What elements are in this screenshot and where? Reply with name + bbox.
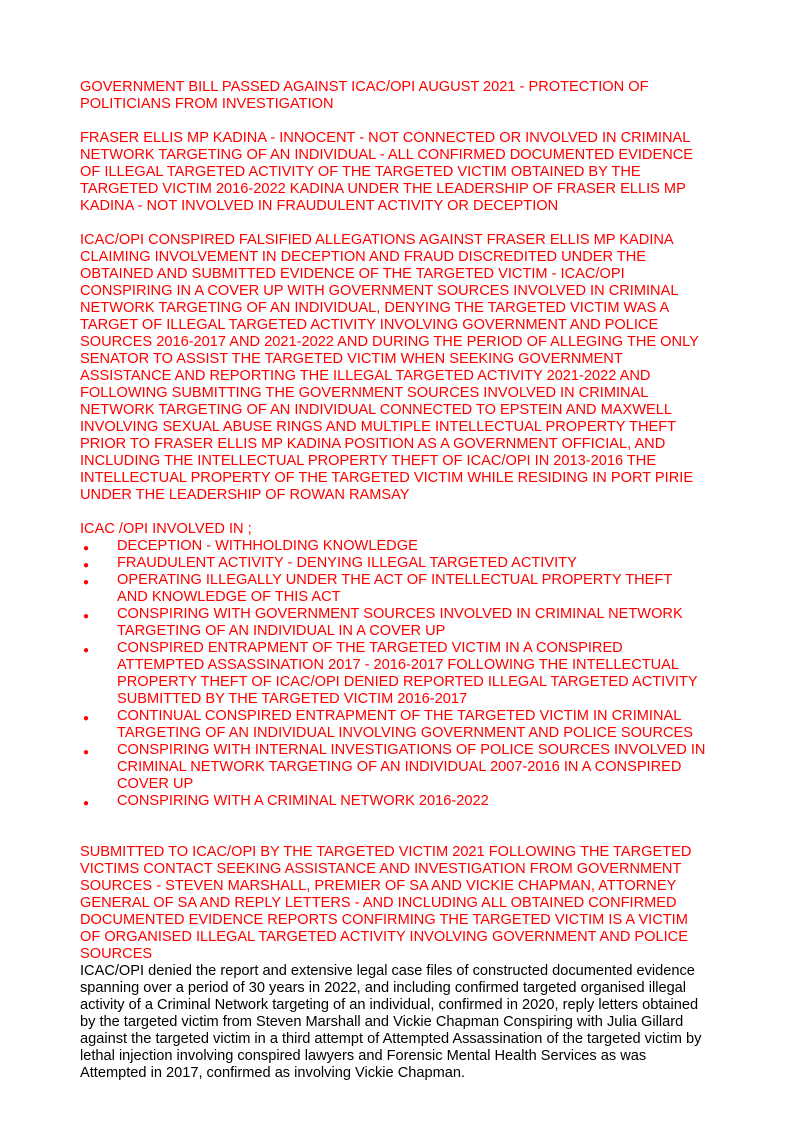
bullet-icon: ● (83, 543, 90, 554)
list-item-text: FRAUDULENT ACTIVITY - DENYING ILLEGAL TARGETED ACTIVITY (117, 555, 577, 571)
list-item-text: OPERATING ILLEGALLY UNDER THE ACT OF INTELLECTUAL PROPERTY THEFT AND KNOWLEDGE OF THIS ACT (117, 572, 673, 605)
list-item (80, 640, 717, 708)
list-item-text: CONTINUAL CONSPIRED ENTRAPMENT OF THE TARGETED VICTIM IN CRIMINAL TARGETING OF AN INDIVIDUAL INVOLVING GOVERNMENT AND POLICE SOURCES (117, 708, 694, 741)
list-item (80, 793, 717, 810)
document-page (80, 79, 740, 1082)
list-item-text: DECEPTION - WITHHOLDING KNOWLEDGE (117, 538, 418, 554)
list-item (80, 708, 717, 742)
list-item-text: CONSPIRING WITH A CRIMINAL NETWORK 2016-2022 (117, 793, 489, 809)
list-item (80, 606, 717, 640)
bullet-icon: ● (83, 645, 90, 656)
list-item (80, 572, 717, 606)
bullet-icon: ● (83, 577, 90, 588)
list-item (80, 538, 717, 555)
list-item-text: CONSPIRING WITH INTERNAL INVESTIGATIONS OF POLICE SOURCES INVOLVED IN CRIMINAL NETWORK TARGETING OF AN INDIVIDUAL 2007-2016 IN A CONSPIRED COVER UP (117, 742, 706, 792)
list-item (80, 555, 717, 572)
fraser-ellis-innocent-paragraph: FRASER ELLIS MP KADINA - INNOCENT - NOT CONNECTED OR INVOLVED IN CRIMINAL NETWORK TARGETING OF AN INDIVIDUAL - ALL CONFIRMED DOCUMENTED EVIDENCE OF ILLEGAL TARGETED ACTIVITY OF THE TARGETED VICTIM OBTAINED BY THE TARGETED VICTIM 2016-2022 KADINA UNDER THE LEADERSHIP OF FRASER ELLIS MP KADINA - NOT INVOLVED IN FRAUDULENT ACTIVITY OR DECEPTION (80, 130, 693, 214)
list-heading: ICAC /OPI INVOLVED IN ; (80, 521, 252, 537)
bullet-icon: ● (83, 611, 90, 622)
bill-passed-heading: GOVERNMENT BILL PASSED AGAINST ICAC/OPI AUGUST 2021 - PROTECTION OF POLITICIANS FROM INVESTIGATION (80, 79, 649, 112)
bullet-icon: ● (83, 713, 90, 724)
list-item (80, 742, 717, 793)
bullet-icon: ● (83, 798, 90, 809)
list-item-text: CONSPIRED ENTRAPMENT OF THE TARGETED VICTIM IN A CONSPIRED ATTEMPTED ASSASSINATION 2017 - 2016-2017 FOLLOWING THE INTELLECTUAL PROPERTY THEFT OF ICAC/OPI DENIED REPORTED ILLEGAL TARGETED ACTIVITY SUBMITTED BY THE TARGETED VICTIM 2016-2017 (117, 640, 698, 707)
bullet-icon: ● (83, 747, 90, 758)
icac-allegations-paragraph: ICAC/OPI CONSPIRED FALSIFIED ALLEGATIONS AGAINST FRASER ELLIS MP KADINA CLAIMING INVOLVEMENT IN DECEPTION AND FRAUD DISCREDITED UNDER THE OBTAINED AND SUBMITTED EVIDENCE OF THE TARGETED VICTIM - ICAC/OPI CONSPIRING IN A COVER UP WITH GOVERNMENT SOURCES INVOLVED IN CRIMINAL NETWORK TARGETING OF AN INDIVIDUAL, DENYING THE TARGETED VICTIM WAS A TARGET OF ILLEGAL TARGETED ACTIVITY INVOLVING GOVERNMENT AND POLICE SOURCES 2016-2017 AND 2021-2022 AND DURING THE PERIOD OF ALLEGING THE ONLY SENATOR TO ASSIST THE TARGETED VICTIM WHEN SEEKING GOVERNMENT ASSISTANCE AND REPORTING THE ILLEGAL TARGETED ACTIVITY 2021-2022 AND FOLLOWING SUBMITTING THE GOVERNMENT SOURCES INVOLVED IN CRIMINAL NETWORK TARGETING OF AN INDIVIDUAL CONNECTED TO EPSTEIN AND MAXWELL INVOLVING SEXUAL ABUSE RINGS AND MULTIPLE INTELLECTUAL PROPERTY THEFT PRIOR TO FRASER ELLIS MP KADINA POSITION AS A GOVERNMENT OFFICIAL, AND INCLUDING THE INTELLECTUAL PROPERTY THEFT OF ICAC/OPI IN 2013-2016 THE INTELLECTUAL PROPERTY OF THE TARGETED VICTIM WHILE RESIDING IN PORT PIRIE UNDER THE LEADERSHIP OF ROWAN RAMSAY (80, 232, 699, 503)
bullet-icon: ● (83, 560, 90, 571)
submitted-to-icac-paragraph: SUBMITTED TO ICAC/OPI BY THE TARGETED VICTIM 2021 FOLLOWING THE TARGETED VICTIMS CONTACT SEEKING ASSISTANCE AND INVESTIGATION FROM GOVERNMENT SOURCES - STEVEN MARSHALL, PREMIER OF SA AND VICKIE CHAPMAN, ATTORNEY GENERAL OF SA AND REPLY LETTERS - AND INCLUDING ALL OBTAINED CONFIRMED DOCUMENTED EVIDENCE REPORTS CONFIRMING THE TARGETED VICTIM IS A VICTIM OF ORGANISED ILLEGAL TARGETED ACTIVITY INVOLVING GOVERNMENT AND POLICE SOURCES (80, 844, 692, 962)
list-item-text: CONSPIRING WITH GOVERNMENT SOURCES INVOLVED IN CRIMINAL NETWORK TARGETING OF AN INDIVIDUAL IN A COVER UP (117, 606, 683, 639)
involvement-list (80, 538, 740, 810)
icac-denied-paragraph: ICAC/OPI denied the report and extensive legal case files of constructed documented evidence spanning over a period of 30 years in 2022, and including confirmed targeted organised illegal activity of a Criminal Network targeting of an individual, confirmed in 2020, reply letters obtained by the targeted victim from Steven Marshall and Vickie Chapman Conspiring with Julia Gillard against the targeted victim in a third attempt of Attempted Assassination of the targeted victim by lethal injection involving conspired lawyers and Forensic Mental Health Services as was Attempted in 2017, confirmed as involving Vickie Chapman. (80, 963, 702, 1081)
